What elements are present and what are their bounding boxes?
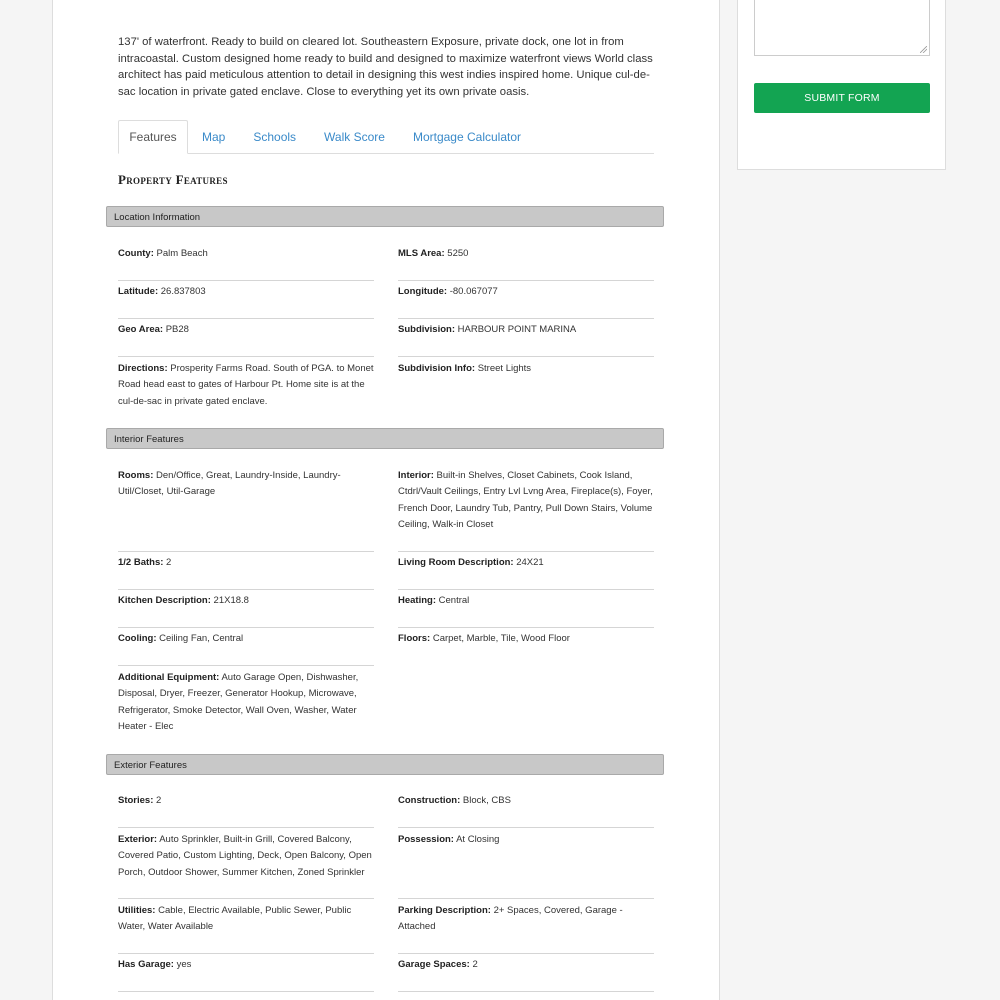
field-divider: [398, 827, 654, 828]
field-value: Auto Garage Open, Dishwasher, Disposal, Dryer, Freezer, Generator Hookup, Microwave, Refrigerator, Smoke Detector, Wall Oven, Washer, Water Heater - Elec: [118, 672, 359, 732]
field-label: Latitude:: [118, 286, 159, 297]
field-value: 21X18.8: [213, 595, 249, 606]
field-possession: [398, 832, 654, 848]
field-value: HARBOUR POINT MARINA: [457, 324, 577, 335]
field-subdivision: [398, 322, 654, 338]
field-parking: [398, 903, 654, 936]
field-divider: [398, 991, 654, 992]
field-divider: [398, 953, 654, 954]
field-value: Auto Sprinkler, Built-in Grill, Covered Balcony, Covered Patio, Custom Lighting, Deck, Open Balcony, Open Porch, Outdoor Shower, Summer Kitchen, Zoned Sprinkler: [118, 834, 372, 878]
field-label: Utilities:: [118, 905, 156, 916]
field-label: 1/2 Baths:: [118, 557, 164, 568]
field-label: Living Room Description:: [398, 557, 514, 568]
field-divider: [398, 627, 654, 628]
field-construction: [398, 793, 654, 809]
field-label: Has Garage:: [118, 959, 174, 970]
section-title: Property Features: [118, 172, 228, 187]
field-directions: [118, 361, 374, 410]
field-label: Subdivision Info:: [398, 363, 476, 374]
group-header-exterior[interactable]: Exterior Features: [106, 754, 664, 775]
field-additional-equipment: [118, 670, 374, 735]
field-latitude: [118, 284, 374, 300]
field-label: Exterior:: [118, 834, 158, 845]
field-value: PB28: [165, 324, 189, 335]
field-divider: [398, 318, 654, 319]
field-label: Construction:: [398, 795, 461, 806]
field-divider: [398, 280, 654, 281]
field-county: [118, 246, 374, 262]
field-divider: [118, 356, 374, 357]
field-interior: [398, 468, 654, 533]
field-divider: [398, 589, 654, 590]
field-label: Subdivision:: [398, 324, 455, 335]
field-label: Heating:: [398, 595, 436, 606]
field-divider: [398, 551, 654, 552]
field-half-baths: [118, 555, 374, 571]
field-divider: [118, 318, 374, 319]
field-utilities: [118, 903, 374, 936]
field-label: Kitchen Description:: [118, 595, 211, 606]
field-value: 2: [472, 959, 478, 970]
field-garage-spaces: [398, 957, 654, 973]
field-mls-area: [398, 246, 654, 262]
field-label: Geo Area:: [118, 324, 164, 335]
field-label: Parking Description:: [398, 905, 491, 916]
field-label: Possession:: [398, 834, 454, 845]
field-value: 2+ Spaces, Covered, Garage - Attached: [398, 905, 623, 933]
tab-features[interactable]: Features: [118, 120, 188, 154]
field-geo-area: [118, 322, 374, 338]
tab-map[interactable]: Map: [202, 130, 226, 144]
field-value: 26.837803: [160, 286, 206, 297]
field-label: Stories:: [118, 795, 154, 806]
field-value: Street Lights: [477, 363, 532, 374]
field-label: Additional Equipment:: [118, 672, 220, 683]
tab-schools[interactable]: Schools: [253, 130, 297, 144]
tab-mortgage-calculator[interactable]: Mortgage Calculator: [412, 130, 522, 144]
group-header-location[interactable]: Location Information: [106, 206, 664, 227]
field-divider: [398, 356, 654, 357]
field-value: Prosperity Farms Road. South of PGA. to Monet Road head east to gates of Harbour Pt. Home site is at the cul-de-sac in private gated enclave.: [118, 363, 374, 407]
field-label: Floors:: [398, 633, 431, 644]
field-divider: [118, 991, 374, 992]
field-exterior: [118, 832, 374, 881]
field-subdivision-info: [398, 361, 654, 377]
field-label: Rooms:: [118, 470, 154, 481]
field-kitchen: [118, 593, 374, 609]
field-divider: [398, 898, 654, 899]
field-floors: [398, 631, 654, 647]
field-divider: [118, 551, 374, 552]
field-divider: [118, 665, 374, 666]
field-heating: [398, 593, 654, 609]
field-stories: [118, 793, 374, 809]
field-divider: [118, 953, 374, 954]
field-label: Directions:: [118, 363, 168, 374]
field-value: 24X21: [516, 557, 544, 568]
field-rooms: [118, 468, 374, 501]
field-label: Interior:: [398, 470, 434, 481]
field-value: Block, CBS: [462, 795, 511, 806]
field-value: 5250: [447, 248, 469, 259]
field-divider: [118, 827, 374, 828]
resize-grip-icon[interactable]: [920, 46, 927, 53]
field-value: 2: [166, 557, 172, 568]
property-description: 137' of waterfront. Ready to build on cleared lot. Southeastern Exposure, private dock, one lot in from intracoastal. Custom designed home ready to build and designed to maximize waterfront views World class architect has paid meticulous attention to detail in designing this west indies inspired home. Unique cul-de-sac location in private gated enclave. Close to everything yet its own private oasis.: [118, 36, 653, 98]
field-value: Built-in Shelves, Closet Cabinets, Cook Island, Ctdrl/Vault Ceilings, Entry Lvl Lvng Area, Fireplace(s), Foyer, French Door, Laundry Tub, Pantry, Pull Down Stairs, Volume Ceiling, Walk-in Closet: [398, 470, 653, 530]
field-value: Den/Office, Great, Laundry-Inside, Laundry-Util/Closet, Util-Garage: [118, 470, 341, 498]
field-value: At Closing: [456, 834, 500, 845]
field-value: Carpet, Marble, Tile, Wood Floor: [432, 633, 570, 644]
field-divider: [118, 898, 374, 899]
field-has-garage: [118, 957, 374, 973]
tab-walk-score[interactable]: Walk Score: [324, 130, 385, 144]
group-header-interior[interactable]: Interior Features: [106, 428, 664, 449]
submit-form-button[interactable]: SUBMIT FORM: [754, 83, 930, 113]
field-label: MLS Area:: [398, 248, 445, 259]
field-label: Garage Spaces:: [398, 959, 470, 970]
field-value: Cable, Electric Available, Public Sewer, Public Water, Water Available: [118, 905, 352, 933]
field-divider: [118, 280, 374, 281]
field-value: 2: [156, 795, 162, 806]
field-value: -80.067077: [449, 286, 498, 297]
message-textarea[interactable]: [754, 0, 930, 56]
field-cooling: [118, 631, 374, 647]
field-divider: [118, 627, 374, 628]
field-value: Ceiling Fan, Central: [159, 633, 244, 644]
field-value: Palm Beach: [156, 248, 208, 259]
field-value: Central: [438, 595, 470, 606]
field-longitude: [398, 284, 654, 300]
field-label: Longitude:: [398, 286, 448, 297]
field-value: yes: [176, 959, 192, 970]
field-label: County:: [118, 248, 154, 259]
field-label: Cooling:: [118, 633, 157, 644]
field-divider: [118, 589, 374, 590]
listing-tabs: [118, 119, 654, 154]
field-living-room: [398, 555, 654, 571]
contact-form-card: [737, 0, 946, 170]
